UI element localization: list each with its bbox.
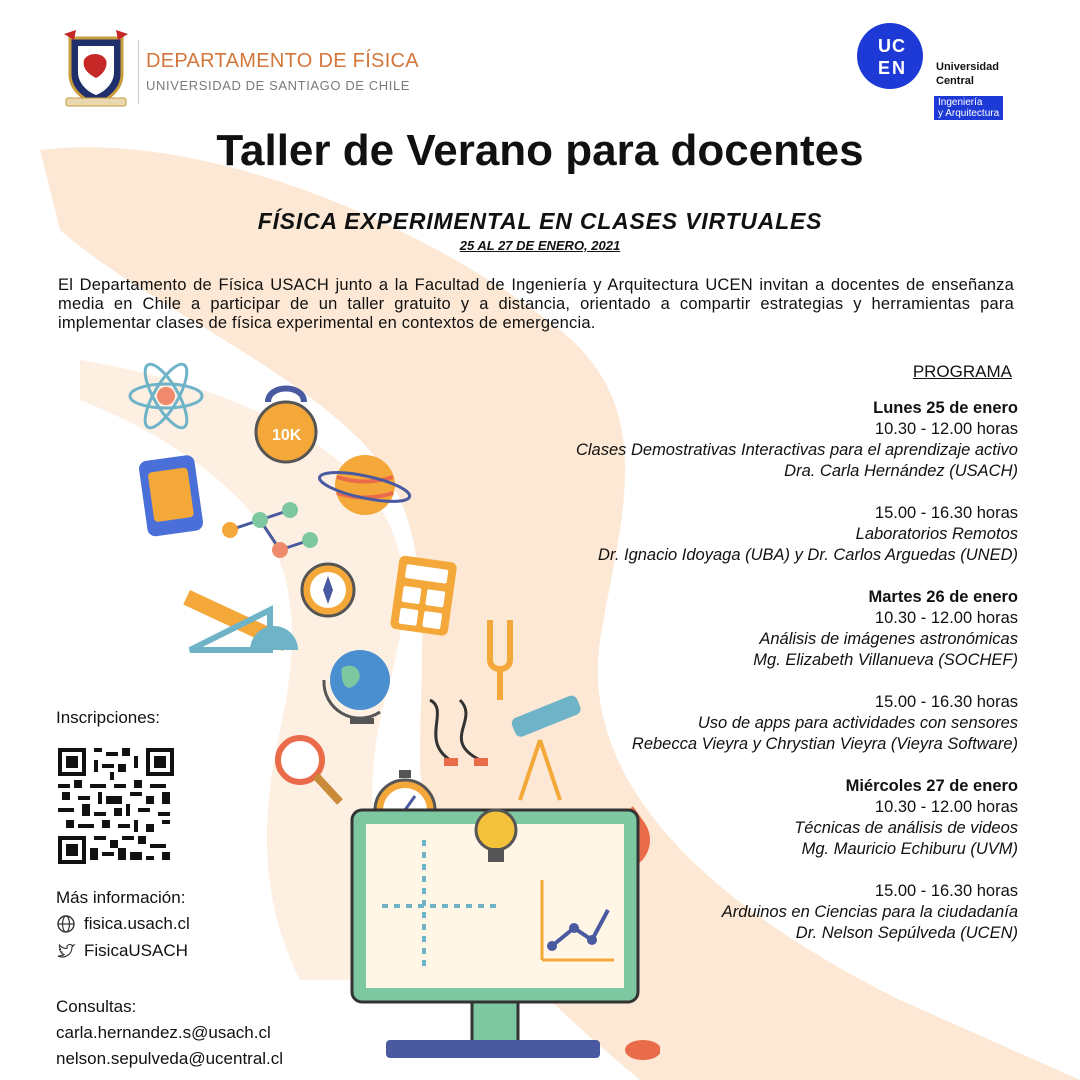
page-title: Taller de Verano para docentes — [216, 126, 864, 175]
intro-paragraph: El Departamento de Física USACH junto a la Facultad de Ingeniería y Arquitectura UCEN invitan a docentes de enseñanza media en Chile a participar de un taller gratuito y a distancia, orientado a compartir estrategias y herramientas para implementar clases de física experimental en contextos de emergencia. — [58, 276, 1014, 332]
session-time: 15.00 - 16.30 horas — [874, 504, 1018, 522]
day-title: Lunes 25 de enero — [873, 399, 1018, 417]
usach-department-name: DEPARTAMENTO DE FÍSICA — [146, 50, 419, 72]
session-talk: Uso de apps para actividades con sensores — [697, 714, 1018, 732]
session-talk: Técnicas de análisis de videos — [794, 819, 1018, 837]
ucen-letter-n: N — [892, 58, 905, 78]
globe-icon — [56, 914, 76, 934]
contact-email[interactable]: carla.hernandez.s@usach.cl — [56, 1023, 271, 1042]
ucen-name-line1: Universidad — [936, 61, 999, 73]
calculator-icon — [390, 555, 458, 636]
twitter-icon — [56, 941, 76, 961]
website-text: fisica.usach.cl — [84, 914, 190, 933]
magnifier-icon — [278, 738, 340, 802]
session-talk: Laboratorios Remotos — [855, 525, 1018, 543]
session-speaker: Dr. Ignacio Idoyaga (UBA) y Dr. Carlos Arguedas (UNED) — [598, 546, 1018, 564]
program-schedule — [498, 398, 1018, 965]
keyboard-icon — [386, 1040, 600, 1058]
mouse-icon — [625, 1040, 660, 1060]
phone-icon — [138, 454, 204, 537]
session-time: 10.30 - 12.00 horas — [874, 420, 1018, 438]
registration-label: Inscripciones: — [56, 708, 160, 727]
ucen-logo-mark — [856, 22, 924, 90]
registration-qr-code[interactable] — [58, 748, 174, 864]
atom-icon — [130, 359, 202, 433]
session-speaker: Dr. Nelson Sepúlveda (UCEN) — [795, 924, 1018, 942]
session-time: 10.30 - 12.00 horas — [874, 798, 1018, 816]
program-day — [498, 398, 1018, 566]
day-title: Martes 26 de enero — [868, 588, 1018, 606]
more-info-label: Más información: — [56, 888, 186, 907]
twitter-link[interactable] — [56, 941, 188, 961]
session — [498, 608, 1018, 671]
kettlebell-label: 10K — [272, 427, 302, 444]
session-speaker: Mg. Mauricio Echiburu (UVM) — [801, 840, 1018, 858]
program-day — [498, 776, 1018, 944]
session-talk: Arduinos en Ciencias para la ciudadanía — [721, 903, 1018, 921]
session-time: 15.00 - 16.30 horas — [874, 882, 1018, 900]
usach-crest-logo — [62, 30, 130, 108]
program-day — [498, 587, 1018, 755]
twitter-handle: FisicaUSACH — [84, 941, 188, 960]
ucen-tag-line1: Ingeniería — [938, 97, 983, 108]
ucen-letter-c: C — [892, 36, 905, 56]
ucen-letter-u: U — [878, 36, 891, 56]
usach-university-name: UNIVERSIDAD DE SANTIAGO DE CHILE — [146, 78, 411, 93]
session-speaker: Rebecca Vieyra y Chrystian Vieyra (Vieyra Software) — [631, 735, 1018, 753]
logo-divider — [138, 40, 139, 104]
session — [498, 419, 1018, 482]
kettlebell-icon — [256, 389, 316, 463]
molecule-icon — [222, 502, 318, 558]
compass-icon — [302, 564, 354, 616]
session-time: 10.30 - 12.00 horas — [874, 609, 1018, 627]
ucen-name-line2: Central — [936, 75, 974, 87]
website-link[interactable] — [56, 914, 190, 934]
ucen-faculty-tag — [934, 96, 1003, 120]
contact-email[interactable]: nelson.sepulveda@ucentral.cl — [56, 1049, 284, 1068]
day-title: Miércoles 27 de enero — [845, 777, 1018, 795]
session — [498, 881, 1018, 944]
contact-label: Consultas: — [56, 997, 137, 1016]
session-time: 15.00 - 16.30 horas — [874, 693, 1018, 711]
ucen-university-name — [936, 60, 999, 88]
workshop-dates: 25 AL 27 DE ENERO, 2021 — [459, 238, 621, 253]
ucen-letter-e: E — [878, 58, 891, 78]
ucen-tag-line2: y Arquitectura — [938, 108, 1000, 119]
session — [498, 503, 1018, 566]
planet-icon — [317, 455, 412, 515]
cables-icon — [430, 700, 488, 766]
session — [498, 797, 1018, 860]
ruler-set-icon — [183, 590, 298, 651]
workshop-subtitle: FÍSICA EXPERIMENTAL EN CLASES VIRTUALES — [257, 208, 823, 234]
session — [498, 692, 1018, 755]
session-speaker: Mg. Elizabeth Villanueva (SOCHEF) — [753, 651, 1018, 669]
globe-icon — [324, 650, 390, 724]
session-talk: Clases Demostrativas Interactivas para el aprendizaje activo — [575, 441, 1018, 459]
session-speaker: Dra. Carla Hernández (USACH) — [784, 462, 1018, 480]
session-talk: Análisis de imágenes astronómicas — [759, 630, 1018, 648]
program-heading: PROGRAMA — [912, 362, 1012, 381]
contact-block — [56, 994, 283, 1072]
